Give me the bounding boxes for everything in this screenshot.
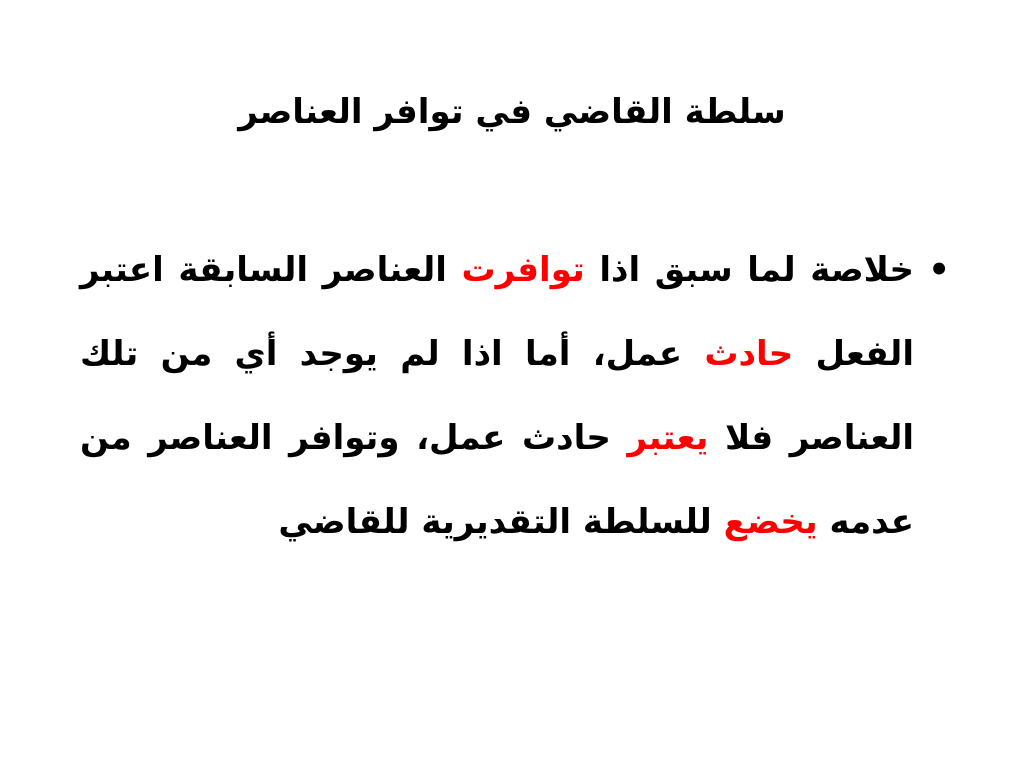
bullet-text-segment-3: عمل، أما اذا لم يوجد أي من تلك العناصر فلا: [80, 334, 915, 458]
bullet-item: [80, 228, 950, 564]
bullet-text-segment-5: للسلطة التقديرية للقاضي: [278, 502, 724, 542]
slide-title: سلطة القاضي في توافر العناصر: [238, 92, 786, 132]
highlight-word-tawafarat: توافرت: [461, 250, 585, 290]
bullet-text-segment-1: خلاصة لما سبق اذا: [584, 250, 915, 290]
bullet-list: [80, 228, 950, 564]
highlight-word-hadith: حادث: [704, 334, 794, 374]
bullet-text-segment-4: حادث عمل، وتوافر العناصر من عدمه: [80, 418, 914, 542]
highlight-word-yakhda: يخضع: [723, 502, 818, 542]
bullet-text-segment-2: العناصر السابقة اعتبر الفعل: [80, 250, 914, 374]
bullet-dot-icon: •: [928, 250, 950, 290]
highlight-word-yutabar: يعتبر: [627, 418, 709, 458]
